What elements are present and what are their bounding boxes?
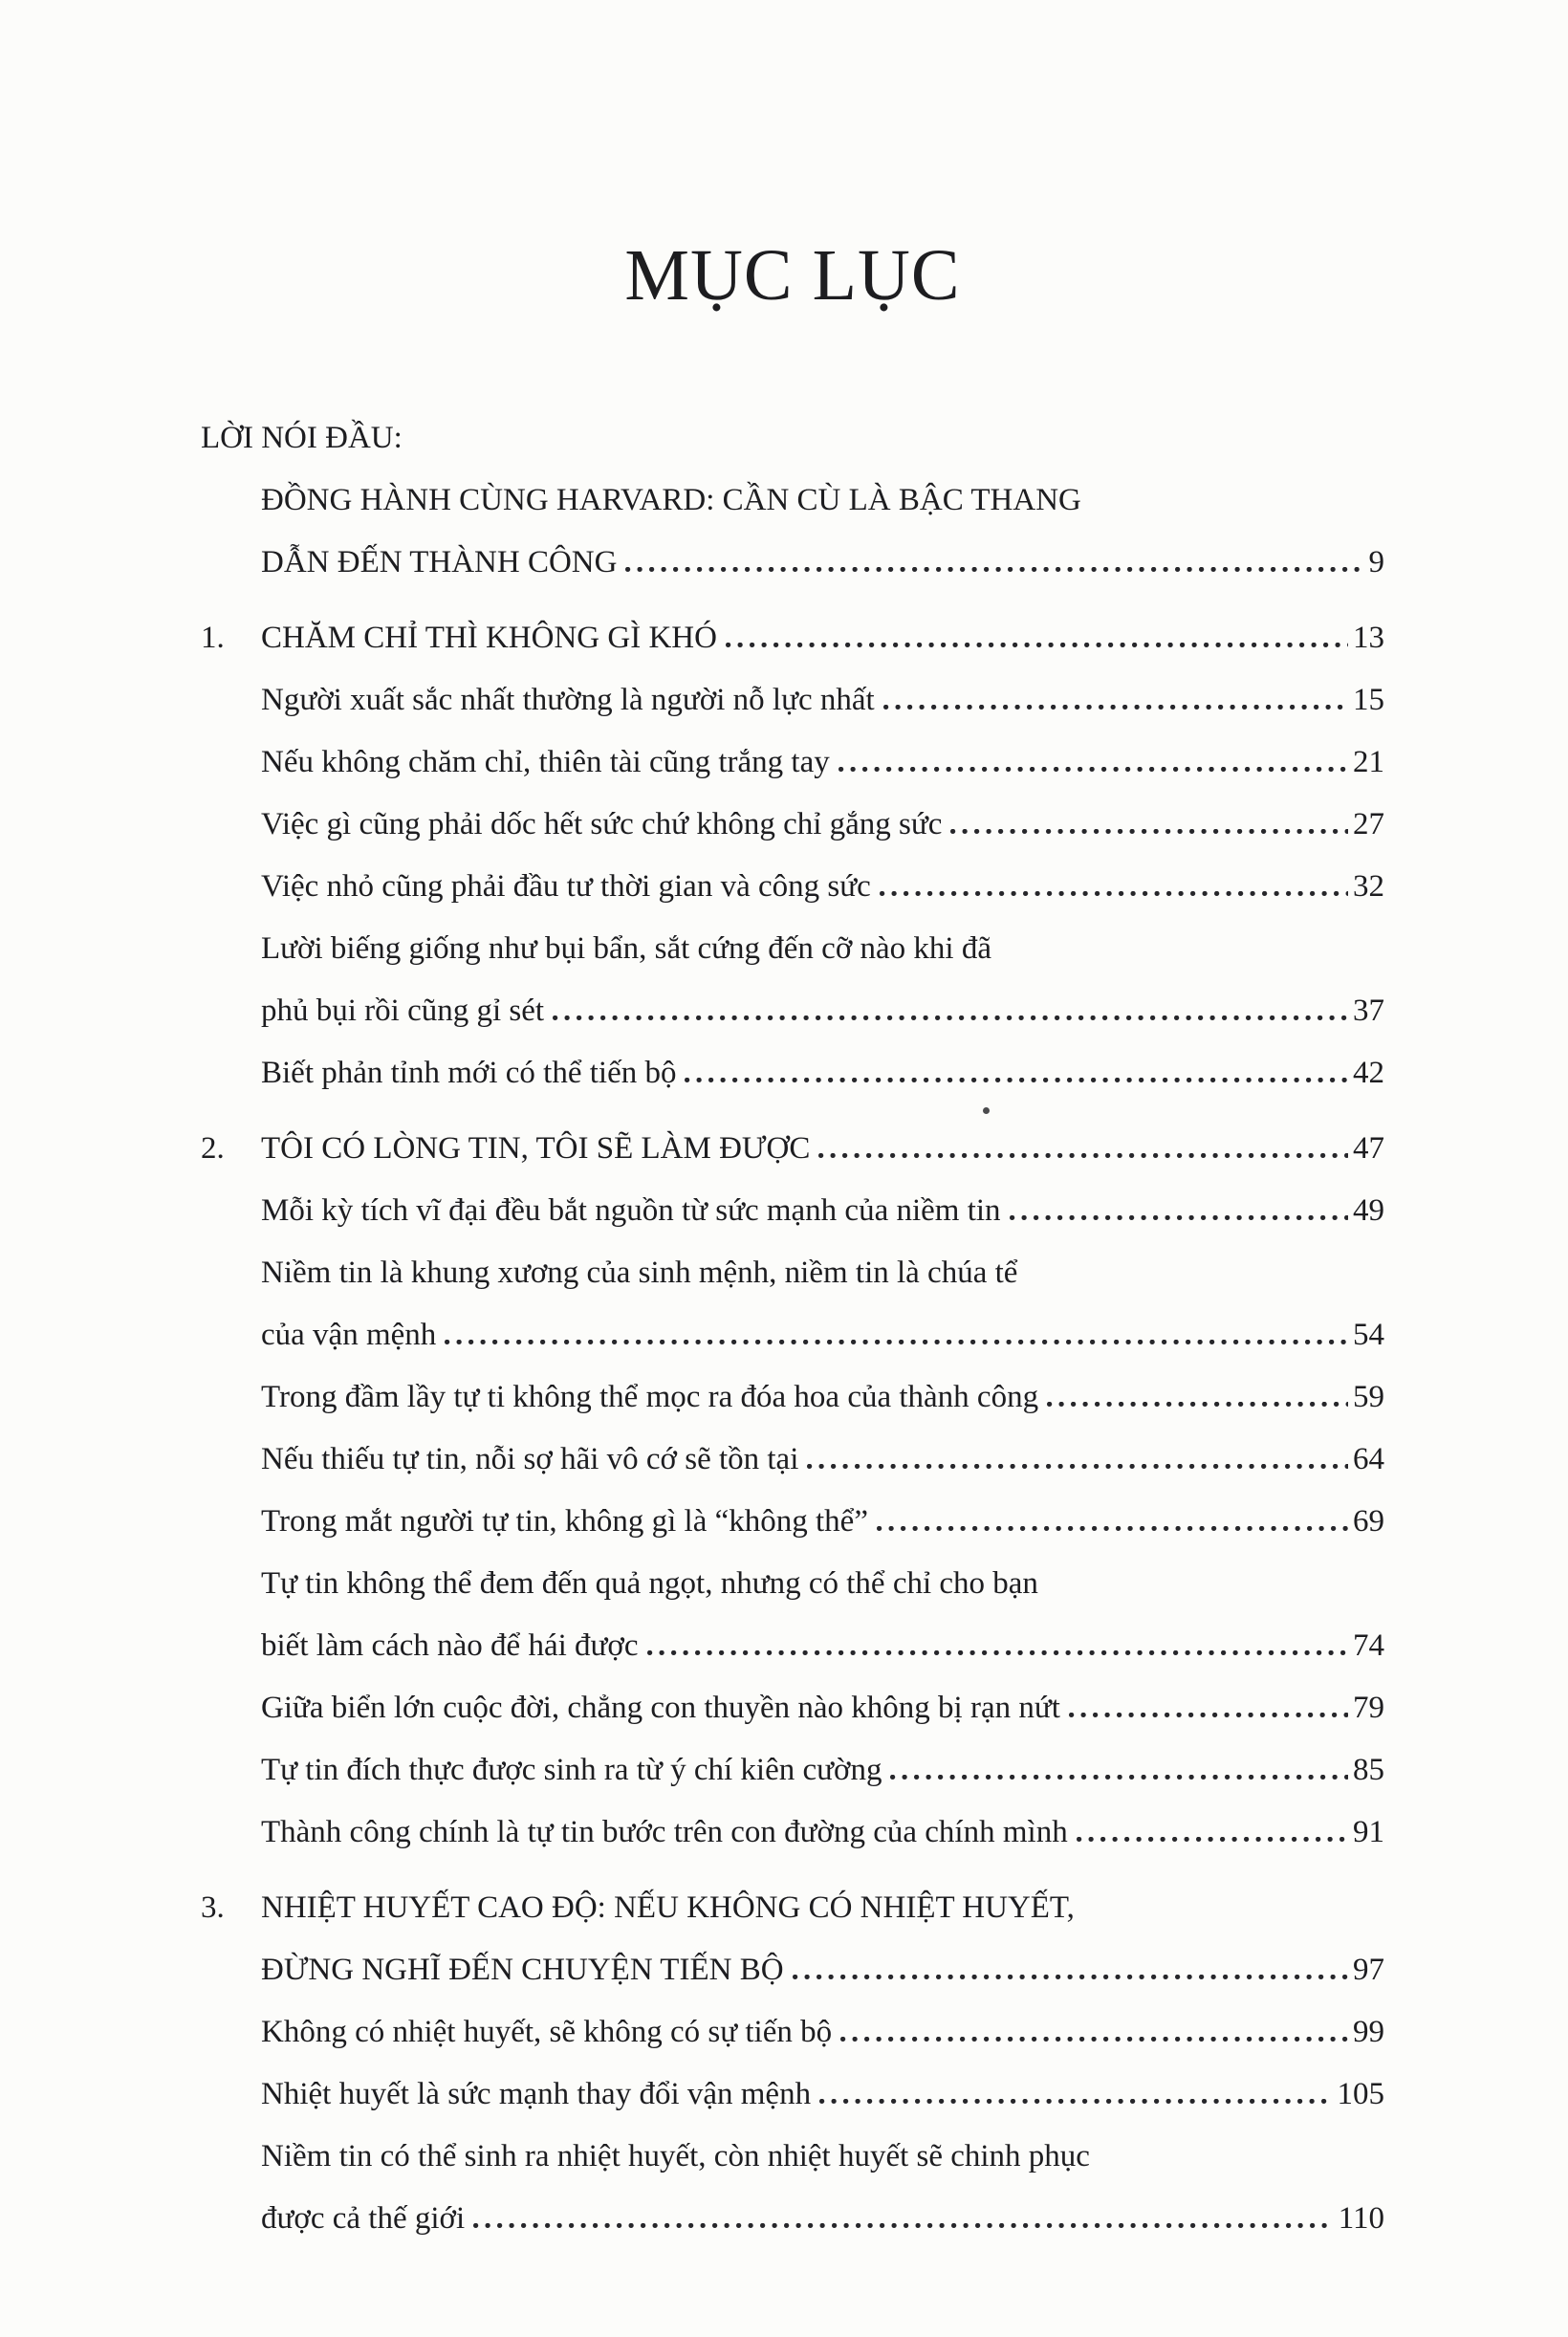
toc-entry	[201, 669, 1384, 732]
toc-entry	[201, 732, 1384, 794]
toc-entry	[201, 1429, 1384, 1491]
toc-line	[261, 1615, 1384, 1677]
toc-line	[261, 1366, 1384, 1429]
toc-chapter-entry	[201, 1118, 1384, 1180]
page-number: 9	[1368, 545, 1384, 579]
dot-leader	[1077, 1837, 1348, 1842]
page-number: 99	[1353, 2015, 1384, 2049]
toc-line	[261, 2188, 1384, 2250]
dot-leader	[807, 1464, 1348, 1469]
toc-entry-text: Niềm tin là khung xương của sinh mệnh, niềm tin là chúa tể	[261, 1256, 1018, 1290]
toc-entry-text: Tự tin đích thực được sinh ra từ ý chí kiên cường	[261, 1753, 882, 1787]
page-title: MỤC LỤC	[624, 235, 961, 316]
dot-leader	[553, 1016, 1348, 1020]
toc-entry-text: Niềm tin có thể sinh ra nhiệt huyết, còn nhiệt huyết sẽ chinh phục	[261, 2139, 1090, 2173]
toc-line	[261, 856, 1384, 918]
toc-entry-text: Giữa biển lớn cuộc đời, chẳng con thuyền nào không bị rạn nứt	[261, 1691, 1060, 1725]
page-number: 69	[1353, 1504, 1384, 1539]
page-number: 54	[1353, 1318, 1384, 1352]
toc-entry-text: Nếu thiếu tự tin, nỗi sợ hãi vô cớ sẽ tồn tại	[261, 1442, 799, 1476]
dot-leader	[1010, 1215, 1348, 1220]
toc-entry-text: LỜI NÓI ĐẦU:	[201, 421, 403, 455]
toc-entry-text: ĐỪNG NGHĨ ĐẾN CHUYỆN TIẾN BỘ	[261, 1953, 784, 1987]
page-number: 105	[1337, 2077, 1384, 2111]
toc-entry-text: phủ bụi rồi cũng gỉ sét	[261, 994, 545, 1028]
chapter-number: 3.	[201, 1890, 225, 1925]
toc-line	[261, 918, 1384, 980]
dot-leader	[726, 643, 1348, 647]
toc-line	[261, 980, 1384, 1042]
dot-leader	[793, 1975, 1348, 1979]
toc-entry-text: DẪN ĐẾN THÀNH CÔNG	[261, 545, 618, 579]
dot-leader	[890, 1775, 1348, 1780]
toc-line	[261, 1304, 1384, 1366]
toc-entry-text: CHĂM CHỈ THÌ KHÔNG GÌ KHÓ	[261, 621, 717, 655]
toc-line	[261, 1042, 1384, 1104]
toc-line	[261, 1939, 1384, 2001]
toc-entry-text: Biết phản tỉnh mới có thể tiến bộ	[261, 1056, 677, 1090]
toc-entry-text: Trong đầm lầy tự ti không thể mọc ra đóa hoa của thành công	[261, 1380, 1039, 1414]
toc-line	[261, 669, 1384, 732]
dot-leader	[880, 891, 1348, 896]
toc-entry	[201, 794, 1384, 856]
page-number: 42	[1353, 1056, 1384, 1090]
page-number: 74	[1353, 1628, 1384, 1663]
toc-entry-text: Thành công chính là tự tin bước trên con đường của chính mình	[261, 1815, 1068, 1849]
dot-leader	[647, 1650, 1348, 1655]
toc-entry	[201, 1242, 1384, 1366]
dot-leader	[1047, 1402, 1348, 1407]
dot-leader	[1069, 1713, 1348, 1717]
dot-leader	[445, 1340, 1348, 1344]
toc-line	[261, 794, 1384, 856]
toc-line	[261, 2001, 1384, 2064]
toc-chapter-entry	[201, 1877, 1384, 2001]
toc-line	[261, 1429, 1384, 1491]
toc-line	[261, 532, 1384, 594]
page-number: 27	[1353, 807, 1384, 841]
toc-line	[261, 1242, 1384, 1304]
toc-entry	[201, 2064, 1384, 2126]
toc-entry-text: Người xuất sắc nhất thường là người nỗ lực nhất	[261, 683, 875, 717]
toc-entry	[201, 2001, 1384, 2064]
toc-entry	[201, 1739, 1384, 1802]
page-number: 13	[1353, 621, 1384, 655]
toc-entry-text: biết làm cách nào để hái được	[261, 1628, 639, 1663]
toc-entries	[201, 407, 1384, 2250]
toc-line	[261, 470, 1384, 532]
toc-entry	[201, 1180, 1384, 1242]
toc-entry-text: Nếu không chăm chỉ, thiên tài cũng trắng tay	[261, 745, 830, 779]
dot-leader	[950, 829, 1348, 834]
page-number: 37	[1353, 994, 1384, 1028]
chapter-number: 2.	[201, 1131, 225, 1166]
toc-entry	[201, 470, 1384, 594]
dot-leader	[625, 567, 1363, 572]
toc-entry-text: ĐỒNG HÀNH CÙNG HARVARD: CẦN CÙ LÀ BẬC THANG	[261, 483, 1081, 517]
toc-entry	[201, 1553, 1384, 1677]
page-number: 59	[1353, 1380, 1384, 1414]
toc-entry	[201, 1366, 1384, 1429]
toc-chapter-entry	[201, 607, 1384, 669]
page-number: 91	[1353, 1815, 1384, 1849]
dot-leader	[840, 2037, 1348, 2042]
toc-line	[261, 2064, 1384, 2126]
dot-leader	[838, 767, 1348, 772]
toc-line	[261, 1491, 1384, 1553]
toc-entry-text: Mỗi kỳ tích vĩ đại đều bắt nguồn từ sức mạnh của niềm tin	[261, 1193, 1001, 1228]
toc-line	[201, 407, 1384, 470]
toc-entry	[201, 407, 1384, 470]
toc-entry-text: Không có nhiệt huyết, sẽ không có sự tiến bộ	[261, 2015, 833, 2049]
toc-line	[261, 1553, 1384, 1615]
page-number: 110	[1338, 2201, 1384, 2236]
page-number: 47	[1353, 1131, 1384, 1166]
toc-line	[261, 1739, 1384, 1802]
toc-entry-text: được cả thế giới	[261, 2201, 466, 2236]
toc-entry	[201, 1042, 1384, 1104]
toc-entry	[201, 1677, 1384, 1739]
page-number: 64	[1353, 1442, 1384, 1476]
dot-leader	[473, 2223, 1334, 2228]
toc-line	[261, 1118, 1384, 1180]
dot-leader	[883, 705, 1348, 710]
toc-line	[261, 732, 1384, 794]
toc-line	[261, 1802, 1384, 1864]
ink-dot-artifact	[983, 1107, 990, 1114]
toc-line	[261, 607, 1384, 669]
toc-entry-text: NHIỆT HUYẾT CAO ĐỘ: NẾU KHÔNG CÓ NHIỆT HUYẾT,	[261, 1890, 1075, 1925]
toc-entry	[201, 918, 1384, 1042]
toc-entry	[201, 1491, 1384, 1553]
toc-line	[261, 2126, 1384, 2188]
toc-entry	[201, 1802, 1384, 1864]
page-number: 85	[1353, 1753, 1384, 1787]
toc-entry-text: TÔI CÓ LÒNG TIN, TÔI SẼ LÀM ĐƯỢC	[261, 1131, 811, 1166]
toc-entry-text: Tự tin không thể đem đến quả ngọt, nhưng có thể chỉ cho bạn	[261, 1566, 1038, 1601]
toc-entry-text: Việc nhỏ cũng phải đầu tư thời gian và công sức	[261, 869, 871, 904]
toc-entry-text: Trong mắt người tự tin, không gì là “không thể”	[261, 1504, 868, 1539]
toc-entry-text: Lười biếng giống như bụi bẩn, sắt cứng đến cỡ nào khi đã	[261, 931, 991, 966]
page-number: 15	[1353, 683, 1384, 717]
dot-leader	[877, 1526, 1348, 1531]
toc-entry-text: của vận mệnh	[261, 1318, 437, 1352]
chapter-number: 1.	[201, 621, 225, 655]
toc-line	[261, 1677, 1384, 1739]
toc-line	[261, 1180, 1384, 1242]
page-number: 49	[1353, 1193, 1384, 1228]
toc-entry-text: Nhiệt huyết là sức mạnh thay đổi vận mệnh	[261, 2077, 812, 2111]
toc-entry	[201, 856, 1384, 918]
toc-entry-text: Việc gì cũng phải dốc hết sức chứ không chỉ gắng sức	[261, 807, 943, 841]
page-number: 21	[1353, 745, 1384, 779]
dot-leader	[819, 2099, 1332, 2104]
dot-leader	[685, 1078, 1348, 1082]
dot-leader	[818, 1153, 1348, 1158]
toc-entry	[201, 2126, 1384, 2250]
page-number: 97	[1353, 1953, 1384, 1987]
toc-line	[261, 1877, 1384, 1939]
page-number: 32	[1353, 869, 1384, 904]
page-number: 79	[1353, 1691, 1384, 1725]
